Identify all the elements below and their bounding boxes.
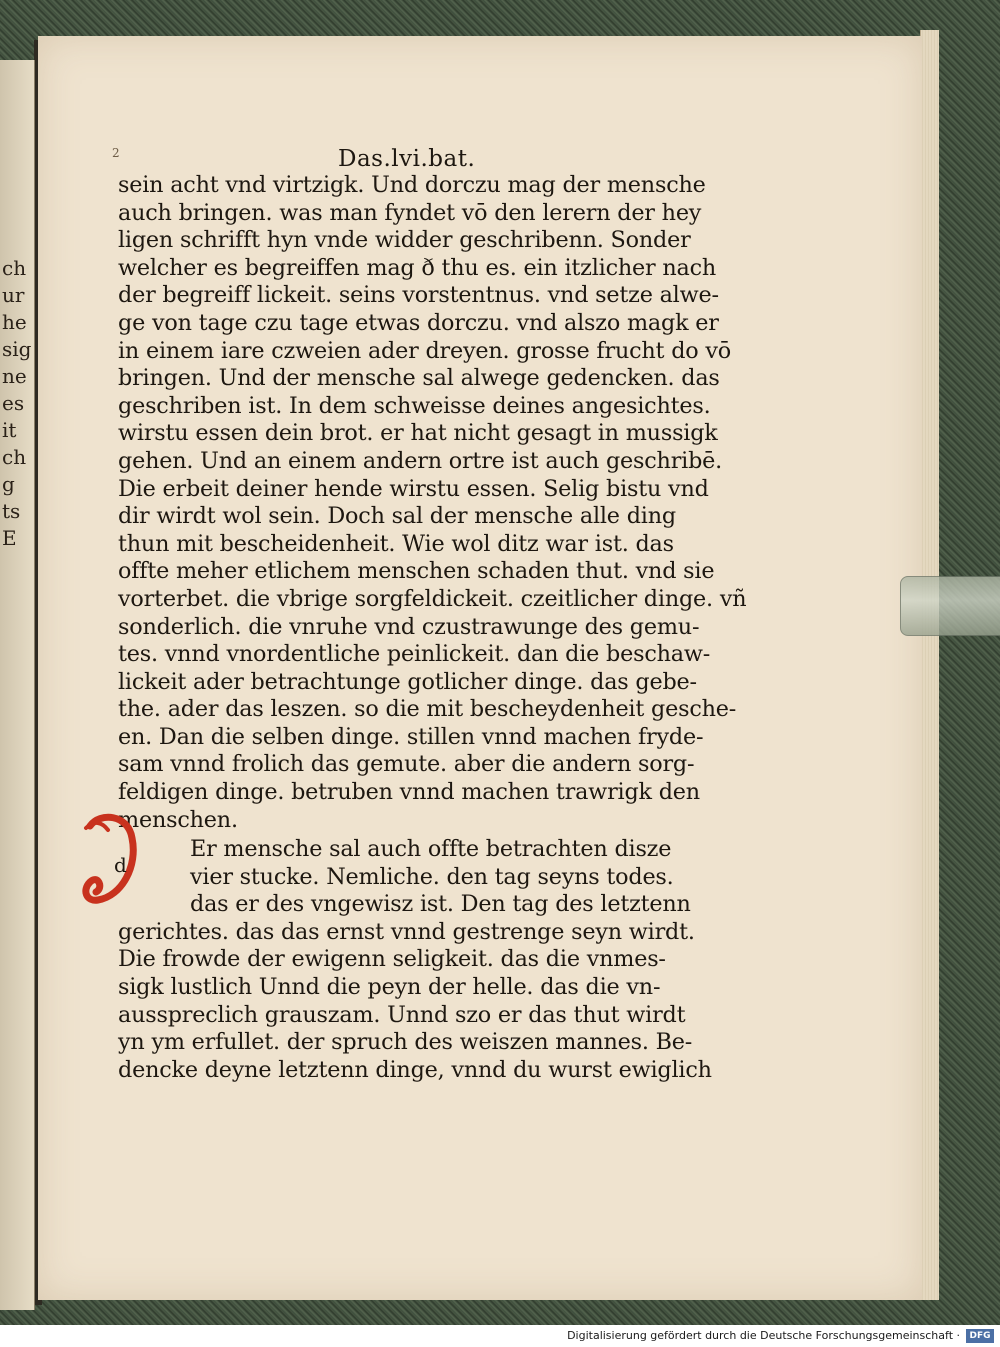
text-line: ge von tage czu tage etwas dorczu. vnd alszo magk er (118, 309, 719, 336)
dfg-logo: DFG (966, 1329, 994, 1343)
text-line: lickeit ader betrachtunge gotlicher dinge. das gebe- (118, 668, 697, 695)
text-line: Die erbeit deiner hende wirstu essen. Selig bistu vnd (118, 475, 709, 502)
text-line: bringen. Und der mensche sal alwege gedencken. das (118, 365, 720, 392)
text-line: en. Dan die selben dinge. stillen vnnd machen fryde- (118, 723, 704, 750)
footer-bar (0, 1325, 1000, 1347)
book-clasp (900, 576, 1000, 636)
text-line: sonderlich. die vnruhe vnd czustrawunge des gemu- (118, 613, 700, 640)
text-line: Die frowde der ewigenn seligkeit. das die vnmes- (118, 946, 666, 973)
previous-page-edge (0, 60, 35, 1310)
text-line: ligen schrifft hyn vnde widder geschribenn. Sonder (118, 227, 691, 254)
text-line: geschriben ist. In dem schweisse deines angesichtes. (118, 392, 711, 419)
text-line: auch bringen. was man fyndet vō den lerern der hey (118, 199, 702, 226)
text-line: dencke deyne letztenn dinge, vnnd du wurst ewiglich (118, 1056, 712, 1083)
running-headline: Das.lvi.bat. (338, 146, 476, 172)
text-line: der begreiff lickeit. seins vorstentnus. vnd setze alwe- (118, 282, 719, 309)
text-line: sigk lustlich Unnd die peyn der helle. das die vn- (118, 973, 661, 1000)
text-line: gerichtes. das das ernst vnnd gestrenge seyn wirdt. (118, 918, 695, 945)
text-line: thun mit bescheidenheit. Wie wol ditz war ist. das (118, 530, 674, 557)
text-line: feldigen dinge. betruben vnnd machen trawrigk den (118, 779, 700, 806)
text-line: Er mensche sal auch offte betrachten disze (190, 836, 672, 862)
text-line: yn ym erfullet. der spruch des weiszen mannes. Be- (118, 1029, 693, 1056)
page-mark: 2 (112, 146, 120, 160)
initial-guide-letter: d (114, 853, 127, 877)
text-line: the. ader das leszen. so die mit bescheydenheit gesche- (118, 696, 737, 723)
text-line: gehen. Und an einem andern ortre ist auch geschribē. (118, 447, 723, 474)
text-line: dir wirdt wol sein. Doch sal der mensche alle ding (118, 503, 676, 530)
funding-credit: Digitalisierung gefördert durch die Deutsche Forschungsgemeinschaft · (567, 1329, 960, 1342)
text-line: sam vnnd frolich das gemute. aber die andern sorg- (118, 751, 695, 778)
text-line: in einem iare czweien ader dreyen. grosse frucht do vō (118, 337, 732, 364)
text-line: vier stucke. Nemliche. den tag seyns todes. (190, 863, 674, 890)
text-line: sein acht vnd virtzigk. Und dorczu mag der mensche (118, 172, 706, 198)
text-line: vorterbet. die vbrige sorgfeldickeit. czeitlicher dinge. vñ (118, 585, 747, 612)
text-line: welcher es begreiffen mag ð thu es. ein itzlicher nach (118, 254, 717, 281)
text-block-main (118, 172, 747, 834)
text-line: offte meher etlichem menschen schaden thut. vnd sie (118, 558, 715, 585)
previous-page-text: ch ur he sig ne es it ch g ts E (2, 256, 32, 550)
text-block-second (118, 836, 718, 1084)
text-line: das er des vngewisz ist. Den tag des letztenn (190, 891, 691, 918)
text-line: tes. vnnd vnordentliche peinlickeit. dan die beschaw- (118, 641, 711, 668)
text-line: wirstu essen dein brot. er hat nicht gesagt in mussigk (118, 420, 718, 447)
text-line: ausspreclich grauszam. Unnd szo er das thut wirdt (118, 1001, 686, 1028)
text-line: menschen. (118, 806, 238, 833)
page-stack-edges (920, 30, 939, 1300)
